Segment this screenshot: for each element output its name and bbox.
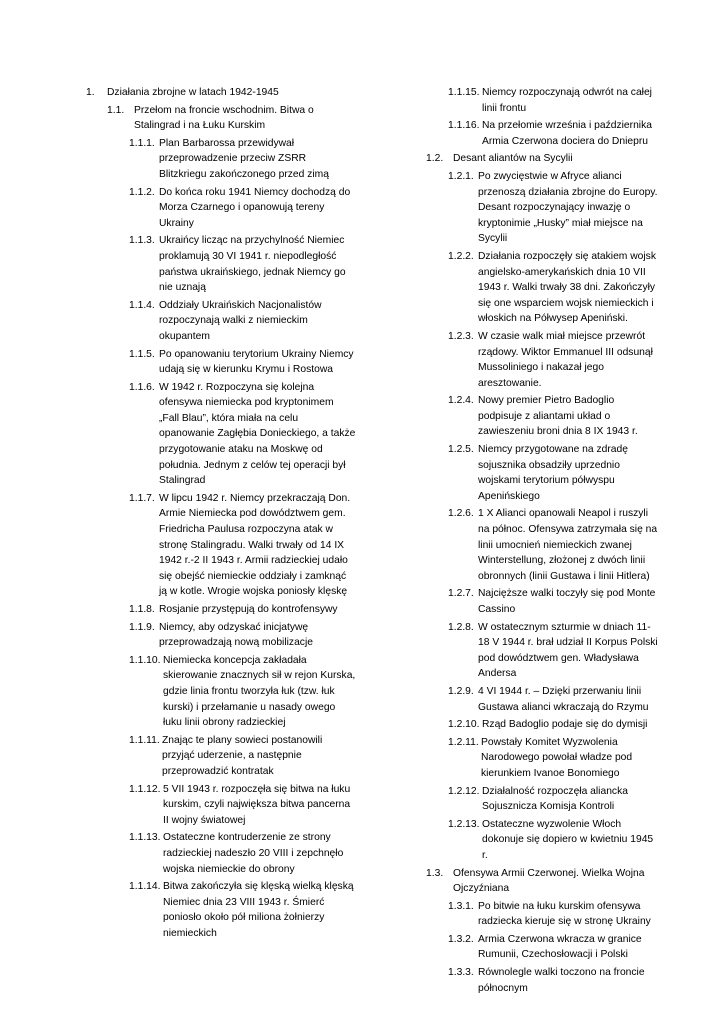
- item-number: 1.2.7.: [448, 588, 474, 600]
- item-text: Powstały Komitet Wyzwolenia Narodowego powołał władze pod kierunkiem Ivanoe Bonomiego: [481, 736, 633, 779]
- item-text: Niemcy rozpoczynają odwrót na całej linii frontu: [482, 87, 652, 114]
- outline-item-level-3: [129, 879, 356, 941]
- item-text: Działania rozpoczęły się atakiem wojsk angielsko-amerykańskich dnia 10 VII 1943 r. Walki trwały 38 dni. Zakończyły się one wsparciem wojsk niemieckich i włoskich na Półwysep Apeniński.: [478, 250, 656, 325]
- outline-item-level-3: [129, 298, 356, 345]
- outline-item-level-3: [129, 733, 356, 780]
- item-text: Desant aliantów na Sycylii: [453, 153, 573, 165]
- item-text: Ostateczne wyzwolenie Włoch dokonuje się dopiero w kwietniu 1945 r.: [482, 818, 654, 861]
- item-text: W lipcu 1942 r. Niemcy przekraczają Don. Armie Niemiecka pod dowództwem gem. Friedricha Paulusa rozpoczyna atak w stronę Stalingradu. Walki trwały od 14 IX 1942 r.-2 II 1943 r. Armii radzieckiej udało się obejść niemieckie oddziały i zamknąć ją w kotle. Wrogie wojska poniosły klęskę: [159, 492, 351, 598]
- item-number: 1.1.10.: [129, 654, 161, 666]
- outline-item-level-3: [448, 393, 660, 440]
- outline-item-level-3: [129, 380, 356, 489]
- item-number: 1.2.: [426, 153, 444, 165]
- item-number: 1.1.4.: [129, 299, 155, 311]
- item-number: 1.2.6.: [448, 508, 474, 520]
- item-text: Niemcy, aby odzyskać inicjatywę przeprowadzają nową mobilizacje: [159, 621, 313, 649]
- outline-item-level-1: [86, 85, 356, 101]
- item-text: 4 VI 1944 r. – Dzięki przerwaniu linii Gustawa alianci wkraczają do Rzymu: [478, 685, 649, 713]
- item-text: Niemiecka koncepcja zakładała skierowanie znacznych sił w rejon Kurska, gdzie linia frontu tworzyła łuk (tzw. łuk kurski) i przełamanie u nasady owego łuku linii obrony radzieckiej: [163, 654, 356, 729]
- outline-item-level-3: [448, 506, 660, 584]
- outline-item-level-3: [448, 118, 660, 149]
- item-number: 1.: [86, 87, 95, 98]
- item-number: 1.1.16.: [448, 120, 480, 132]
- item-text: Armia Czerwona wkracza w granice Rumunii, Czechosłowacji i Polski: [478, 933, 642, 961]
- outline-item-level-3: [448, 620, 660, 682]
- outline-item-level-2: [426, 151, 660, 167]
- outline-item-level-3: [448, 442, 660, 504]
- left-column: [86, 85, 356, 941]
- outline-item-level-3: [448, 85, 660, 116]
- outline-item-level-3: [129, 233, 356, 295]
- item-number: 1.2.1.: [448, 170, 474, 182]
- item-number: 1.1.9.: [129, 621, 155, 633]
- item-number: 1.1.2.: [129, 186, 155, 198]
- item-text: Rząd Badoglio podaje się do dymisji: [482, 719, 648, 731]
- item-number: 1.2.4.: [448, 395, 474, 407]
- item-text: Po zwycięstwie w Afryce alianci przenoszą działania zbrojne do Europy. Desant rozpoczynający inwazję o kryptonimie „Husky” miał miejsce na Sycylii: [478, 170, 658, 245]
- outline-item-level-2: [426, 866, 660, 897]
- item-text: W 1942 r. Rozpoczyna się kolejna ofensywa niemiecka pod kryptonimem „Fall Blau”, która miała na celu opanowanie Zagłębia Donieckiego, a także przygotowanie ataku na Moskwę od południa. Jednym z celów tej operacji był Stalingrad: [159, 381, 356, 487]
- item-text: Równolegle walki toczono na froncie północnym: [478, 967, 645, 994]
- outline-item-level-3: [448, 735, 660, 782]
- item-text: Rosjanie przystępują do kontrofensywy: [159, 604, 338, 615]
- item-text: Oddziały Ukraińskich Nacjonalistów rozpoczynają walki z niemieckim okupantem: [159, 299, 322, 342]
- right-column: [405, 85, 660, 996]
- item-number: 1.1.11.: [129, 734, 160, 746]
- outline-item-level-3: [448, 586, 660, 617]
- outline-item-level-3: [129, 602, 356, 618]
- outline-item-level-3: [448, 784, 660, 815]
- item-number: 1.2.8.: [448, 621, 474, 633]
- outline-item-level-3: [129, 830, 356, 877]
- item-number: 1.2.13.: [448, 818, 480, 830]
- item-number: 1.1.: [107, 104, 125, 116]
- outline-item-level-3: [129, 347, 356, 378]
- item-text: 5 VII 1943 r. rozpoczęła się bitwa na łuku kurskim, czyli największa bitwa pancerna II wojny światowej: [163, 783, 351, 826]
- outline-item-level-3: [448, 717, 660, 733]
- item-number: 1.2.10.: [448, 719, 480, 731]
- outline-item-level-3: [448, 932, 660, 963]
- item-number: 1.1.5.: [129, 348, 155, 360]
- item-text: Niemcy przygotowane na zdradę sojusznika obsadziły uprzednio wojskami terytorium półwyspu Apenińskiego: [478, 444, 628, 502]
- item-text: Działania zbrojne w latach 1942-1945: [107, 87, 279, 98]
- item-text: 1 X Alianci opanowali Neapol i ruszyli na północ. Ofensywa zatrzymała się na linii umocnień niemieckich zwanej Winterstellung, złożonej z dwóch linii obronnych (linii Gustawa i linii Hitlera): [478, 508, 658, 582]
- item-text: Przełom na froncie wschodnim. Bitwa o Stalingrad i na Łuku Kurskim: [134, 104, 314, 132]
- outline-item-level-3: [129, 620, 356, 651]
- outline-item-level-3: [129, 491, 356, 600]
- item-number: 1.1.3.: [129, 235, 155, 247]
- item-number: 1.2.2.: [448, 250, 474, 262]
- outline-item-level-3: [448, 965, 660, 996]
- item-text: Ostateczne kontruderzenie ze strony radzieckiej nadeszło 20 VIII i zepchnęło wojska niemieckie do obrony: [163, 832, 344, 875]
- outline-item-level-3: [448, 169, 660, 247]
- item-text: Bitwa zakończyła się klęską wielką klęską Niemiec dnia 23 VIII 1943 r. Śmierć poniosło około pół miliona żołnierzy niemieckich: [163, 881, 354, 939]
- item-text: Nowy premier Pietro Badoglio podpisuje z aliantami układ o zawieszeniu broni dnia 8 IX 1943 r.: [478, 395, 638, 438]
- item-number: 1.2.9.: [448, 685, 474, 697]
- outline-item-level-3: [129, 653, 356, 731]
- item-text: W czasie walk miał miejsce przewrót rządowy. Wiktor Emmanuel III odsunął Mussoliniego i nakazał jego aresztowanie.: [478, 330, 653, 389]
- item-number: 1.1.1.: [129, 137, 155, 149]
- outline-item-level-3: [448, 329, 660, 391]
- item-number: 1.3.: [426, 867, 444, 879]
- outline-item-level-2: [107, 103, 356, 134]
- item-number: 1.1.8.: [129, 604, 155, 615]
- item-text: Znając te plany sowieci postanowili przyjąć uderzenie, a następnie przeprowadzić kontratak: [162, 734, 323, 777]
- item-text: Do końca roku 1941 Niemcy dochodzą do Morza Czarnego i opanowują tereny Ukrainy: [159, 186, 351, 229]
- item-number: 1.1.14.: [129, 881, 161, 893]
- item-text: Po opanowaniu terytorium Ukrainy Niemcy udają się w kierunku Krymu i Rostowa: [159, 348, 354, 376]
- item-number: 1.2.3.: [448, 330, 474, 342]
- item-number: 1.3.1.: [448, 900, 474, 912]
- item-text: Plan Barbarossa przewidywał przeprowadzenie przeciw ZSRR Blitzkriegu zakończonego przed zimą: [159, 137, 329, 180]
- item-text: W ostatecznym szturmie w dniach 11-18 V 1944 r. brał udział II Korpus Polski pod dowództwem gen. Władysława Andersa: [478, 621, 658, 680]
- item-text: Ofensywa Armii Czerwonej. Wielka Wojna Ojczyźniana: [453, 867, 645, 895]
- outline-item-level-3: [129, 782, 356, 829]
- item-number: 1.3.2.: [448, 933, 474, 945]
- item-number: 1.2.12.: [448, 785, 480, 797]
- outline-item-level-3: [448, 249, 660, 327]
- item-text: Najcięższe walki toczyły się pod Monte Cassino: [478, 588, 656, 615]
- outline-item-level-3: [129, 185, 356, 232]
- outline-item-level-3: [448, 684, 660, 715]
- item-text: Na przełomie września i października Armia Czerwona dociera do Dniepru: [482, 120, 652, 147]
- item-number: 1.1.7.: [129, 492, 155, 504]
- item-number: 1.1.6.: [129, 381, 155, 393]
- item-text: Działalność rozpoczęła aliancka Sojusznicza Komisja Kontroli: [482, 785, 628, 813]
- item-number: 1.1.15.: [448, 87, 480, 98]
- item-number: 1.2.5.: [448, 444, 474, 456]
- item-number: 1.1.12.: [129, 783, 161, 795]
- outline-item-level-3: [448, 899, 660, 930]
- item-number: 1.3.3.: [448, 967, 474, 979]
- item-number: 1.1.13.: [129, 832, 161, 844]
- outline-item-level-3: [448, 817, 660, 864]
- outline-item-level-3: [129, 136, 356, 183]
- item-text: Ukraińcy licząc na przychylność Niemiec proklamują 30 VI 1941 r. niepodległość państwa ukraińskiego, jednak Niemcy go nie uznają: [159, 235, 346, 294]
- item-text: Po bitwie na łuku kurskim ofensywa radziecka kieruje się w stronę Ukrainy: [478, 900, 651, 928]
- item-number: 1.2.11.: [448, 736, 479, 748]
